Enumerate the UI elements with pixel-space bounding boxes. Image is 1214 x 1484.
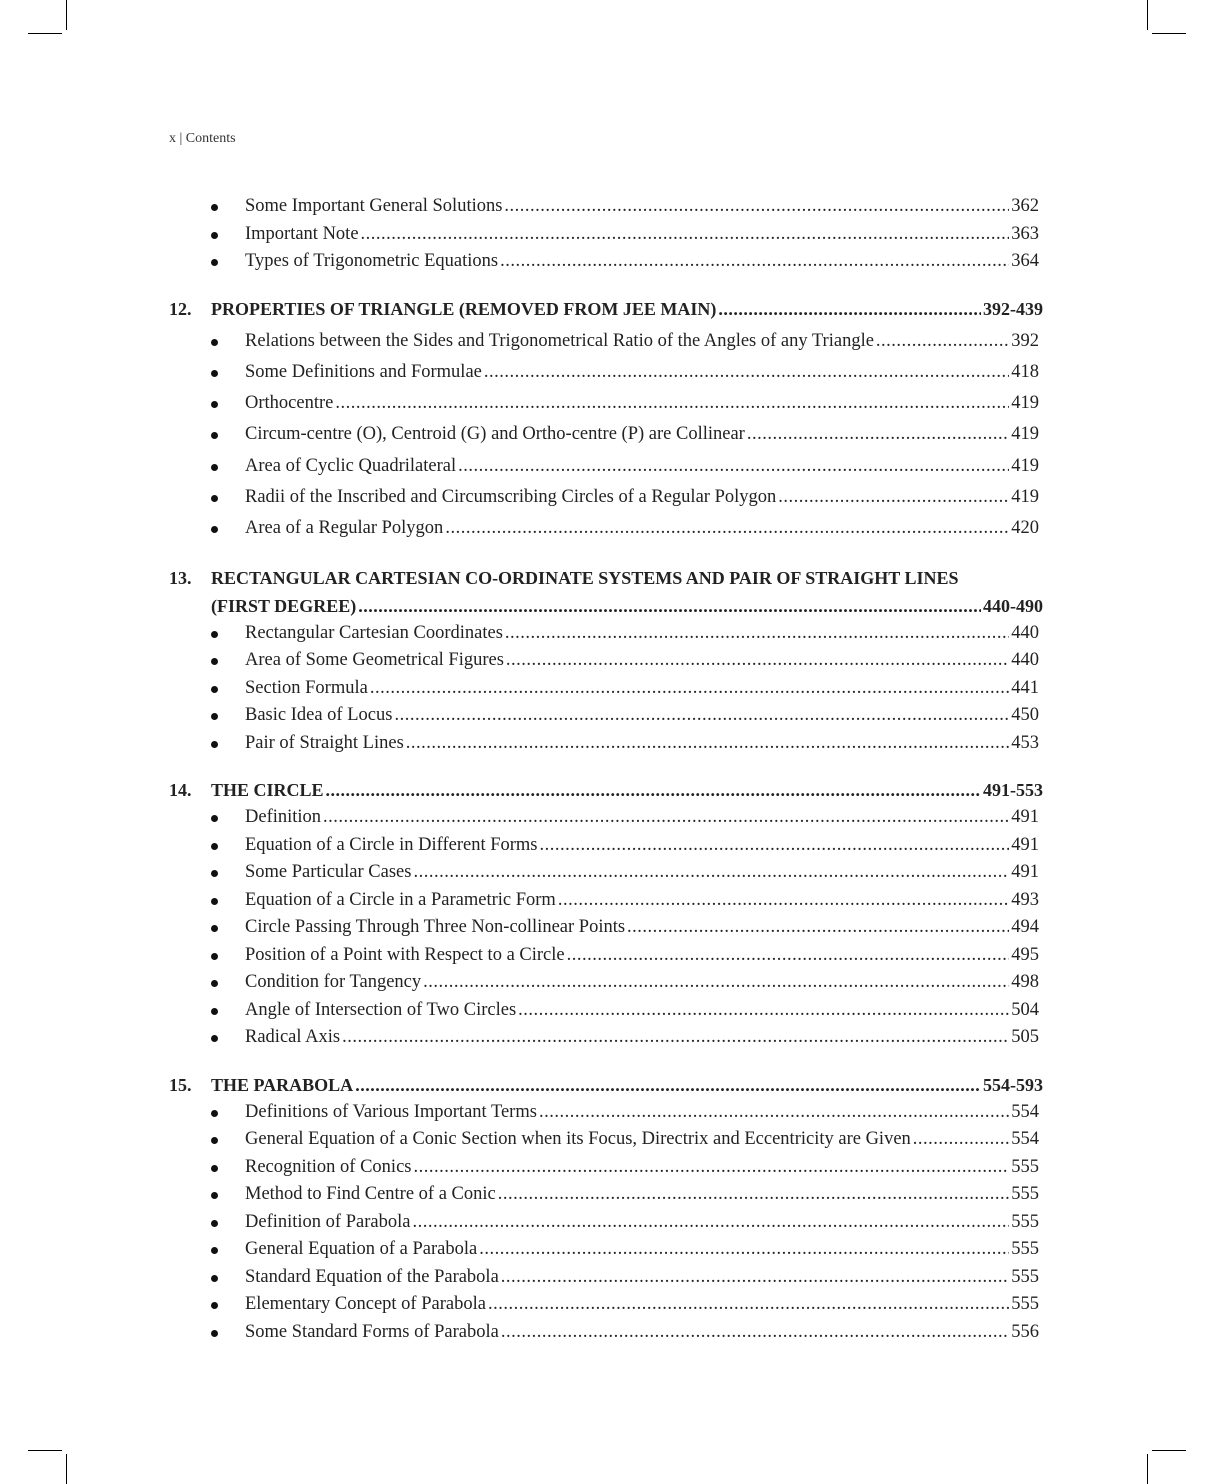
entry-page-number: 440 — [1011, 650, 1039, 671]
entry-title: Some Particular Cases — [245, 862, 412, 883]
dot-leader — [718, 295, 981, 323]
entry-page-number: 420 — [1011, 518, 1039, 539]
toc-entry[interactable] — [169, 248, 1043, 276]
dot-leader — [484, 357, 1009, 388]
entry-title: Relations between the Sides and Trigonometrical Ratio of the Angles of any Triangle — [245, 330, 874, 351]
dot-leader — [394, 702, 1009, 730]
entry-title: Method to Find Centre of a Conic — [245, 1184, 496, 1205]
entry-page-number: 498 — [1011, 972, 1039, 993]
bullet-icon — [211, 432, 218, 439]
entry-page-number: 440 — [1011, 622, 1039, 643]
toc-entry[interactable] — [169, 326, 1043, 357]
entry-title: Area of a Regular Polygon — [245, 518, 444, 539]
toc-entry[interactable] — [169, 832, 1043, 860]
bullet-icon — [211, 953, 218, 960]
entry-title: Definitions of Various Important Terms — [245, 1101, 537, 1122]
bullet-icon — [211, 526, 218, 533]
entry-title: Circum-centre (O), Centroid (G) and Ortho-centre (P) are Collinear — [245, 424, 745, 445]
toc-entry[interactable] — [169, 221, 1043, 249]
crop-mark-top-right-h — [1152, 33, 1186, 34]
entry-title: Angle of Intersection of Two Circles — [245, 999, 517, 1020]
entry-list — [169, 804, 1043, 1052]
chapter-title: PROPERTIES OF TRIANGLE (REMOVED FROM JEE MAIN) — [211, 298, 717, 319]
entry-title: Equation of a Circle in Different Forms — [245, 834, 538, 855]
table-of-contents — [169, 193, 1043, 1365]
dot-leader — [413, 859, 1009, 887]
entry-page-number: 441 — [1011, 677, 1039, 698]
bullet-icon — [211, 898, 218, 905]
chapter-list — [169, 295, 1043, 1347]
bullet-icon — [211, 370, 218, 377]
toc-entry[interactable] — [169, 357, 1043, 388]
dot-leader — [335, 388, 1009, 419]
dot-leader — [876, 326, 1009, 357]
toc-entry[interactable] — [169, 513, 1043, 544]
toc-entry[interactable] — [169, 1024, 1043, 1052]
running-head: x | Contents — [169, 131, 236, 146]
dot-leader — [518, 997, 1009, 1025]
entry-title: Definition — [245, 807, 322, 828]
entry-title: Elementary Concept of Parabola — [245, 1294, 486, 1315]
bullet-icon — [211, 1137, 218, 1144]
entry-page-number: 493 — [1011, 889, 1039, 910]
toc-entry[interactable] — [169, 647, 1043, 675]
bullet-icon — [211, 204, 218, 211]
chapter-section — [169, 564, 1043, 758]
dot-leader — [412, 1209, 1009, 1237]
bullet-icon — [211, 1110, 218, 1117]
dot-leader — [567, 942, 1010, 970]
entry-title: Condition for Tangency — [245, 972, 422, 993]
bullet-icon — [211, 713, 218, 720]
dot-leader — [323, 804, 1009, 832]
dot-leader — [342, 1024, 1009, 1052]
chapter-title-continued: (FIRST DEGREE) — [211, 595, 357, 616]
bullet-icon — [211, 1008, 218, 1015]
entry-page-number: 419 — [1011, 424, 1039, 445]
entry-title: Rectangular Cartesian Coordinates — [245, 622, 503, 643]
dot-leader — [501, 1264, 1009, 1292]
toc-entry[interactable] — [169, 887, 1043, 915]
dot-leader — [488, 1291, 1009, 1319]
entry-title: Some Definitions and Formulae — [245, 361, 482, 382]
bullet-icon — [211, 1220, 218, 1227]
dot-leader — [539, 1099, 1009, 1127]
entry-title: Some Important General Solutions — [245, 196, 503, 216]
toc-entry[interactable] — [169, 730, 1043, 758]
chapter-number: 15. — [169, 1074, 192, 1095]
bullet-icon — [211, 925, 218, 932]
crop-mark-bottom-right-h — [1152, 1450, 1186, 1451]
toc-entry[interactable] — [169, 482, 1043, 513]
entry-title: Area of Cyclic Quadrilateral — [245, 455, 457, 476]
entry-page-number: 363 — [1011, 223, 1039, 244]
dot-leader — [506, 647, 1009, 675]
dot-leader — [498, 1181, 1010, 1209]
entry-page-number: 450 — [1011, 705, 1039, 726]
toc-entry[interactable] — [169, 1181, 1043, 1209]
toc-entry[interactable] — [169, 620, 1043, 648]
dot-leader — [778, 482, 1009, 513]
bullet-icon — [211, 686, 218, 693]
chapter-page-range: 554-593 — [983, 1074, 1043, 1095]
dot-leader — [370, 675, 1009, 703]
entry-page-number: 418 — [1011, 361, 1039, 382]
toc-entry[interactable] — [169, 1099, 1043, 1127]
chapter-heading[interactable] — [169, 776, 1043, 804]
bullet-icon — [211, 631, 218, 638]
toc-entry[interactable] — [169, 675, 1043, 703]
toc-entry[interactable] — [169, 804, 1043, 832]
toc-entry[interactable] — [169, 1236, 1043, 1264]
entry-page-number: 419 — [1011, 393, 1039, 414]
toc-entry[interactable] — [169, 1264, 1043, 1292]
entry-page-number: 491 — [1011, 834, 1039, 855]
toc-entry[interactable] — [169, 451, 1043, 482]
chapter-heading[interactable] — [169, 295, 1043, 323]
dot-leader — [445, 513, 1009, 544]
entry-page-number: 392 — [1011, 330, 1039, 351]
toc-entry[interactable] — [169, 193, 1043, 221]
crop-mark-bottom-left-h — [28, 1450, 62, 1451]
dot-leader — [458, 451, 1009, 482]
bullet-icon — [211, 1275, 218, 1282]
entry-title: Circle Passing Through Three Non-collinear Points — [245, 917, 626, 938]
toc-entry[interactable] — [169, 942, 1043, 970]
dot-leader — [500, 248, 1009, 276]
entry-title: Section Formula — [245, 677, 368, 698]
chapter-page-range: 392-439 — [983, 298, 1043, 319]
dot-leader — [558, 887, 1009, 915]
entry-page-number: 362 — [1011, 196, 1039, 216]
toc-entry[interactable] — [169, 419, 1043, 450]
bullet-icon — [211, 259, 218, 266]
dot-leader — [540, 832, 1010, 860]
entry-title: Pair of Straight Lines — [245, 732, 404, 753]
dot-leader — [358, 592, 981, 620]
entry-page-number: 555 — [1011, 1239, 1039, 1260]
entry-title: Definition of Parabola — [245, 1211, 411, 1232]
entry-title: Types of Trigonometric Equations — [245, 251, 499, 271]
bullet-icon — [211, 815, 218, 822]
bullet-icon — [211, 980, 218, 987]
bullet-icon — [211, 495, 218, 502]
entry-page-number: 491 — [1011, 862, 1039, 883]
entry-page-number: 554 — [1011, 1129, 1039, 1150]
entry-title: Radical Axis — [245, 1027, 341, 1048]
chapter-title: THE PARABOLA — [211, 1074, 354, 1095]
entry-page-number: 555 — [1011, 1184, 1039, 1205]
crop-mark-top-left-h — [28, 33, 62, 34]
entry-title: Equation of a Circle in a Parametric Form — [245, 889, 556, 910]
chapter-section — [169, 1071, 1043, 1347]
entry-title: Standard Equation of the Parabola — [245, 1266, 499, 1287]
crop-mark-bottom-left-v — [66, 1454, 67, 1484]
entry-page-number: 419 — [1011, 455, 1039, 476]
dot-leader — [505, 620, 1009, 648]
dot-leader — [747, 419, 1009, 450]
entry-page-number: 555 — [1011, 1266, 1039, 1287]
entry-title: Position of a Point with Respect to a Circle — [245, 944, 565, 965]
bullet-icon — [211, 339, 218, 346]
entry-page-number: 556 — [1011, 1321, 1039, 1342]
dot-leader — [326, 776, 981, 804]
bullet-icon — [211, 1035, 218, 1042]
entry-title: Some Standard Forms of Parabola — [245, 1321, 499, 1342]
chapter-page-range: 440-490 — [983, 595, 1043, 616]
chapter-heading[interactable] — [169, 564, 1043, 620]
chapter-title: THE CIRCLE — [211, 780, 324, 801]
chapter-section — [169, 295, 1043, 545]
dot-leader — [423, 969, 1009, 997]
entry-page-number: 419 — [1011, 486, 1039, 507]
bullet-icon — [211, 1165, 218, 1172]
toc-entry[interactable] — [169, 1319, 1043, 1347]
dot-leader — [504, 193, 1009, 221]
chapter-page-range: 491-553 — [983, 780, 1043, 801]
bullet-icon — [211, 1192, 218, 1199]
toc-entry[interactable] — [169, 914, 1043, 942]
entry-page-number: 491 — [1011, 807, 1039, 828]
toc-entry[interactable] — [169, 1209, 1043, 1237]
entry-list — [169, 620, 1043, 758]
entry-list — [169, 326, 1043, 545]
toc-entry[interactable] — [169, 969, 1043, 997]
bullet-icon — [211, 1330, 218, 1337]
entry-list — [169, 1099, 1043, 1347]
entry-title: Recognition of Conics — [245, 1156, 412, 1177]
dot-leader — [627, 914, 1009, 942]
entry-page-number: 364 — [1011, 251, 1039, 271]
chapter-number: 13. — [169, 567, 192, 588]
toc-entry[interactable] — [169, 859, 1043, 887]
entry-title: General Equation of a Parabola — [245, 1239, 478, 1260]
entry-page-number: 504 — [1011, 999, 1039, 1020]
entry-title: Basic Idea of Locus — [245, 705, 393, 726]
chapter-heading[interactable] — [169, 1071, 1043, 1099]
bullet-icon — [211, 843, 218, 850]
chapter-number: 14. — [169, 780, 192, 801]
entry-title: Area of Some Geometrical Figures — [245, 650, 504, 671]
toc-entry[interactable] — [169, 1126, 1043, 1154]
bullet-icon — [211, 1302, 218, 1309]
toc-entry[interactable] — [169, 997, 1043, 1025]
entry-title: Important Note — [245, 223, 359, 244]
chapter-title: RECTANGULAR CARTESIAN CO-ORDINATE SYSTEMS AND PAIR OF STRAIGHT LINES — [211, 567, 959, 588]
entry-page-number: 555 — [1011, 1156, 1039, 1177]
entry-title: Radii of the Inscribed and Circumscribing Circles of a Regular Polygon — [245, 486, 777, 507]
dot-leader — [361, 221, 1010, 249]
entry-page-number: 505 — [1011, 1027, 1039, 1048]
dot-leader — [406, 730, 1009, 758]
entry-title: Orthocentre — [245, 393, 334, 414]
entry-title: General Equation of a Conic Section when its Focus, Directrix and Eccentricity are Given — [245, 1129, 911, 1150]
bullet-icon — [211, 1247, 218, 1254]
entry-page-number: 494 — [1011, 917, 1039, 938]
entry-page-number: 555 — [1011, 1294, 1039, 1315]
bullet-icon — [211, 401, 218, 408]
entry-page-number: 495 — [1011, 944, 1039, 965]
chapter-section — [169, 776, 1043, 1052]
bullet-icon — [211, 741, 218, 748]
toc-entry[interactable] — [169, 388, 1043, 419]
bullet-icon — [211, 658, 218, 665]
dot-leader — [413, 1154, 1009, 1182]
crop-mark-bottom-right-v — [1147, 1454, 1148, 1484]
entry-page-number: 453 — [1011, 732, 1039, 753]
dot-leader — [501, 1319, 1009, 1347]
crop-mark-top-left-v — [66, 0, 67, 30]
bullet-icon — [211, 870, 218, 877]
toc-entry[interactable] — [169, 1291, 1043, 1319]
entry-page-number: 555 — [1011, 1211, 1039, 1232]
crop-mark-top-right-v — [1147, 0, 1148, 30]
chapter-number: 12. — [169, 298, 192, 319]
toc-entry[interactable] — [169, 702, 1043, 730]
dot-leader — [479, 1236, 1009, 1264]
bullet-icon — [211, 464, 218, 471]
dot-leader — [355, 1071, 981, 1099]
dot-leader — [913, 1126, 1009, 1154]
bullet-icon — [211, 232, 218, 239]
entry-page-number: 554 — [1011, 1101, 1039, 1122]
toc-entry[interactable] — [169, 1154, 1043, 1182]
continued-entry-list — [169, 193, 1043, 276]
